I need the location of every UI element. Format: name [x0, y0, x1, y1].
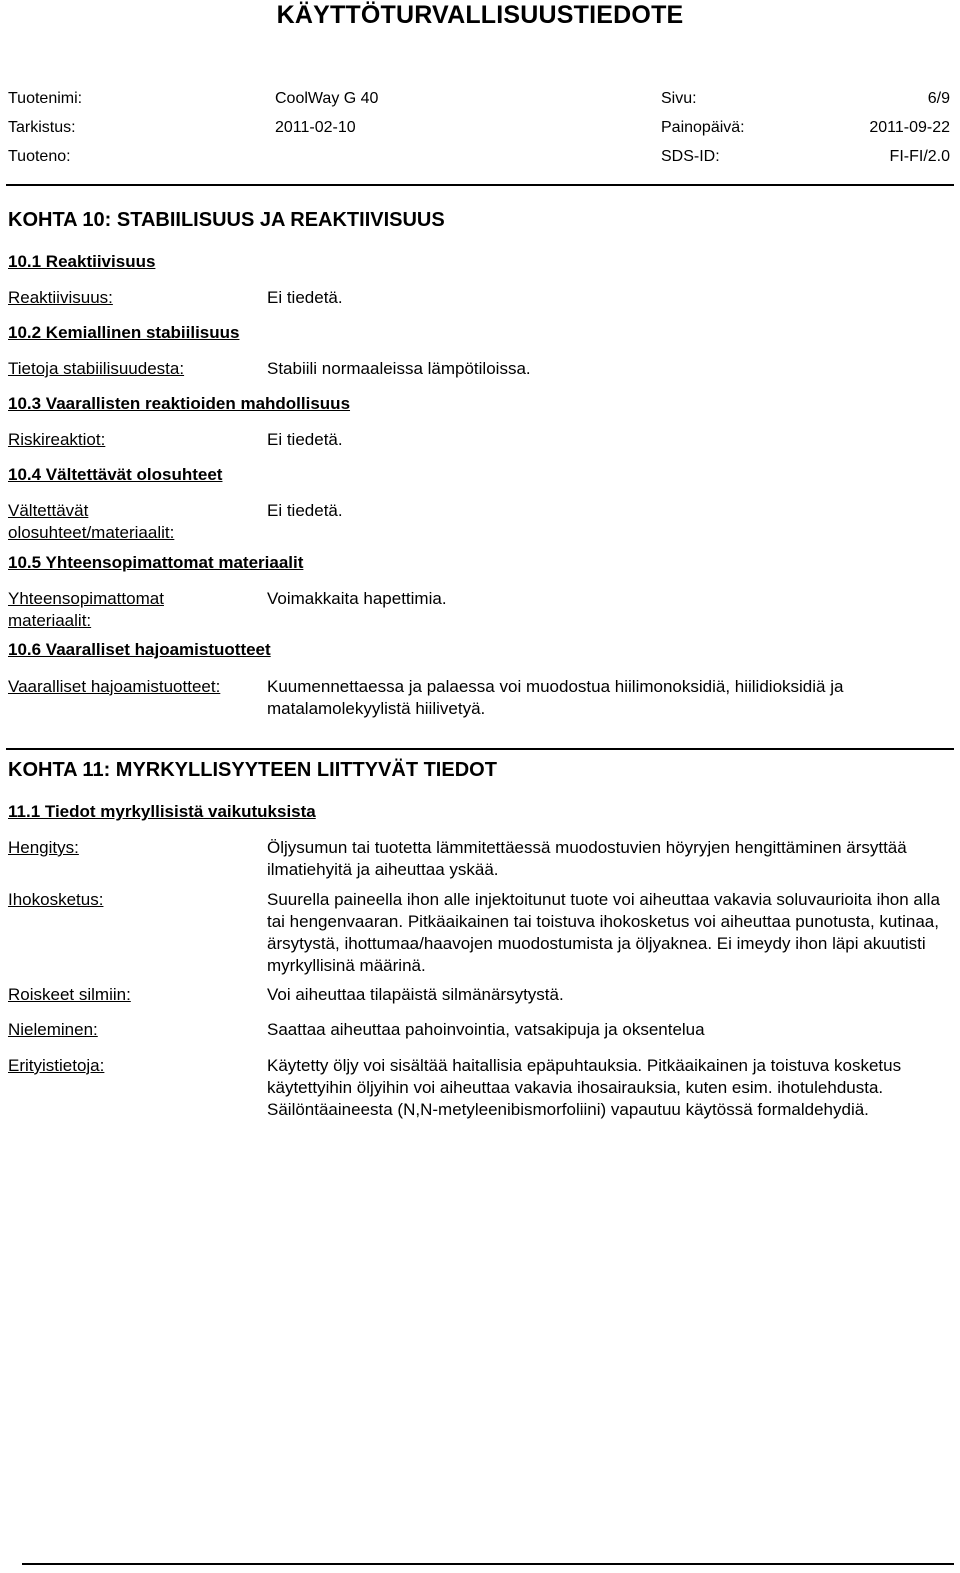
sds-id-label: SDS-ID: — [661, 148, 720, 165]
ingestion-label: Nieleminen: — [8, 1020, 98, 1039]
special-info-value: Käytetty öljy voi sisältää haitallisia epäpuhtauksia. Pitkäaikainen ja toistuva kosketus käytettyihin öljyihin voi aiheuttaa vakavia ihosairauksia, kuten esim. ihotulehdusta. Säilöntäaineesta (N,N-metyleenibismorfoliini) vapautuu käytössä formaldehydiä. — [267, 1056, 902, 1119]
reactivity-value: Ei tiedetä. — [267, 288, 343, 307]
special-info-label: Erityistietoja: — [8, 1056, 105, 1075]
section-10-title: KOHTA 10: STABIILISUUS JA REAKTIIVISUUS — [8, 209, 445, 231]
print-date-value: 2011-09-22 — [869, 119, 950, 136]
section-divider — [6, 748, 954, 750]
revision-value: 2011-02-10 — [275, 119, 356, 136]
subsection-10-2-heading: 10.2 Kemiallinen stabiilisuus — [8, 323, 240, 342]
hazardous-reactions-label: Riskireaktiot: — [8, 430, 106, 449]
subsection-10-6-heading: 10.6 Vaaralliset hajoamistuotteet — [8, 640, 271, 659]
product-no-label: Tuoteno: — [8, 148, 71, 165]
incompatible-materials-value: Voimakkaita hapettimia. — [267, 589, 447, 608]
revision-label: Tarkistus: — [8, 119, 76, 136]
skin-contact-label: Ihokosketus: — [8, 890, 104, 909]
stability-value: Stabiili normaaleissa lämpötiloissa. — [267, 359, 531, 378]
conditions-to-avoid-label: Vältettävät olosuhteet/materiaalit: — [8, 501, 175, 542]
page-label: Sivu: — [661, 90, 697, 107]
document-title: KÄYTTÖTURVALLISUUSTIEDOTE — [276, 1, 684, 29]
sds-id-value: FI-FI/2.0 — [889, 148, 950, 165]
inhalation-value: Öljysumun tai tuotetta lämmitettäessä muodostuvien höyryjen hengittäminen ärsyttää ilmatiehyitä ja aiheuttaa yskää. — [267, 838, 907, 879]
page-value: 6/9 — [927, 90, 950, 107]
section-11-title: KOHTA 11: MYRKYLLISYYTEEN LIITTYVÄT TIEDOT — [8, 759, 497, 781]
eye-contact-value: Voi aiheuttaa tilapäistä silmänärsytystä. — [267, 985, 564, 1004]
inhalation-label: Hengitys: — [8, 838, 79, 857]
conditions-to-avoid-value: Ei tiedetä. — [267, 501, 343, 520]
decomposition-products-value: Kuumennettaessa ja palaessa voi muodostua hiilimonoksidiä, hiilidioksidiä ja matalamolekyylistä hiilivetyä. — [267, 677, 844, 718]
incompatible-materials-label: Yhteensopimattomat materiaalit: — [8, 589, 164, 630]
decomposition-products-label: Vaaralliset hajoamistuotteet: — [8, 677, 221, 696]
eye-contact-label: Roiskeet silmiin: — [8, 985, 131, 1004]
subsection-10-3-heading: 10.3 Vaarallisten reaktioiden mahdollisuus — [8, 394, 351, 413]
skin-contact-value: Suurella paineella ihon alle injektoitunut tuote voi aiheuttaa vakavia soluvaurioita ihon alla tai hengenvaaran. Pitkäaikainen tai toistuva ihokosketus voi aiheuttaa punotusta, kutinaa, ärsytystä, ihottumaa/haavojen muodostumista ja öljyaknea. Ei imeydy ihon läpi akuutisti myrkyllisinä määrinä. — [267, 890, 940, 975]
hazardous-reactions-value: Ei tiedetä. — [267, 430, 343, 449]
stability-label: Tietoja stabiilisuudesta: — [8, 359, 185, 378]
subsection-10-1-heading: 10.1 Reaktiivisuus — [8, 252, 156, 271]
product-name-label: Tuotenimi: — [8, 90, 83, 107]
reactivity-label: Reaktiivisuus: — [8, 288, 113, 307]
print-date-label: Painopäivä: — [661, 119, 745, 136]
subsection-10-4-heading: 10.4 Vältettävät olosuhteet — [8, 465, 223, 484]
product-name-value: CoolWay G 40 — [275, 90, 379, 107]
ingestion-value: Saattaa aiheuttaa pahoinvointia, vatsakipuja ja oksentelua — [267, 1020, 705, 1039]
header-divider — [6, 184, 954, 186]
subsection-10-5-heading: 10.5 Yhteensopimattomat materiaalit — [8, 553, 304, 572]
subsection-11-1-heading: 11.1 Tiedot myrkyllisistä vaikutuksista — [8, 802, 316, 821]
footer-divider — [22, 1563, 954, 1565]
